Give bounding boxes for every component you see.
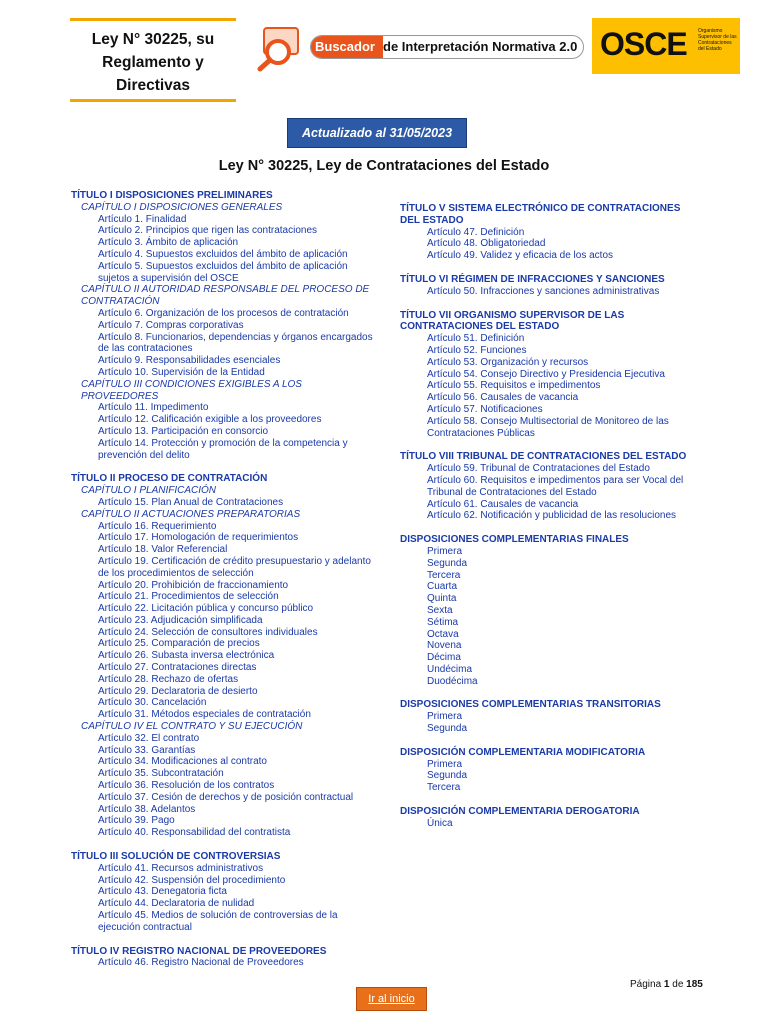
- index-article-link[interactable]: Artículo 47. Definición: [427, 226, 525, 238]
- index-article-link[interactable]: Artículo 53. Organización y recursos: [427, 356, 589, 368]
- index-article-link[interactable]: Artículo 5. Supuestos excluidos del ámbito de aplicación sujetos a supervisión del OSCE: [98, 260, 348, 284]
- title-card-bottom-rule: [70, 99, 236, 102]
- index-article-link[interactable]: Artículo 15. Plan Anual de Contrataciones: [98, 496, 284, 508]
- page-number: 1: [663, 979, 670, 990]
- index-article-link[interactable]: Artículo 11. Impedimento: [98, 402, 209, 414]
- index-article-link[interactable]: Artículo 48. Obligatoriedad: [427, 238, 546, 250]
- index-article-link[interactable]: Artículo 60. Requisitos e impedimentos para ser Vocal del Tribunal de Contrataciones del Estado: [427, 474, 684, 498]
- index-article-link[interactable]: Artículo 30. Cancelación: [98, 697, 207, 709]
- page-total: 185: [686, 979, 703, 990]
- index-section-link[interactable]: TÍTULO II PROCESO DE CONTRATACIÓN: [71, 473, 268, 485]
- index-article-link[interactable]: Undécima: [427, 663, 473, 675]
- index-right-column: [400, 203, 700, 830]
- index-article-link[interactable]: Artículo 56. Causales de vacancia: [427, 392, 579, 404]
- index-article-link[interactable]: Artículo 52. Funciones: [427, 344, 527, 356]
- index-article-link[interactable]: Tercera: [427, 569, 461, 581]
- document-title-card: [70, 18, 236, 102]
- index-chapter-link[interactable]: CAPÍTULO III CONDICIONES EXIGIBLES A LOS PROVEEDORES: [81, 378, 302, 402]
- index-article-link[interactable]: Artículo 42. Suspensión del procedimiento: [98, 874, 286, 886]
- index-article-link[interactable]: Artículo 18. Valor Referencial: [98, 544, 228, 556]
- index-article-link[interactable]: Artículo 16. Requerimiento: [98, 520, 217, 532]
- index-article-link[interactable]: Artículo 55. Requisitos e impedimentos: [427, 380, 601, 392]
- index-section-link[interactable]: TÍTULO IV REGISTRO NACIONAL DE PROVEEDORES: [71, 945, 327, 957]
- index-article-link[interactable]: Artículo 21. Procedimientos de selección: [98, 591, 279, 603]
- index-article-link[interactable]: Artículo 59. Tribunal de Contrataciones del Estado: [427, 463, 650, 475]
- index-article-link[interactable]: Artículo 32. El contrato: [98, 732, 200, 744]
- index-article-link[interactable]: Segunda: [427, 557, 468, 569]
- index-section-link[interactable]: TÍTULO VI RÉGIMEN DE INFRACCIONES Y SANCIONES: [400, 273, 665, 285]
- index-section-link[interactable]: TÍTULO V SISTEMA ELECTRÓNICO DE CONTRATACIONES DEL ESTADO: [400, 203, 681, 226]
- index-section-link[interactable]: TÍTULO VIII TRIBUNAL DE CONTRATACIONES DEL ESTADO: [400, 451, 687, 463]
- index-article-link[interactable]: Artículo 44. Declaratoria de nulidad: [98, 898, 255, 910]
- magnifier-folder-icon: [256, 22, 316, 72]
- index-article-link[interactable]: Artículo 27. Contrataciones directas: [98, 662, 257, 674]
- index-article-link[interactable]: Artículo 43. Denegatoria ficta: [98, 886, 227, 898]
- index-article-link[interactable]: Primera: [427, 758, 463, 770]
- page-title: Ley N° 30225, Ley de Contrataciones del Estado: [218, 158, 550, 174]
- osce-logo-word: OSCE: [600, 26, 687, 62]
- title-card-top-rule: [70, 18, 236, 21]
- index-article-link[interactable]: Artículo 49. Validez y eficacia de los actos: [427, 250, 614, 262]
- banner-pill: [310, 35, 584, 59]
- index-chapter-link[interactable]: CAPÍTULO IV EL CONTRATO Y SU EJECUCIÓN: [81, 721, 303, 733]
- index-article-link[interactable]: Artículo 57. Notificaciones: [427, 403, 543, 415]
- index-article-link[interactable]: Artículo 33. Garantías: [98, 744, 196, 756]
- index-article-link[interactable]: Artículo 7. Compras corporativas: [98, 319, 244, 331]
- index-article-link[interactable]: Duodécima: [427, 675, 478, 687]
- osce-logo-subtitle: Organismo Supervisor de las Contrataciones del Estado: [698, 28, 737, 52]
- index-article-link[interactable]: Artículo 58. Consejo Multisectorial de Monitoreo de las Contrataciones Públicas: [427, 415, 669, 439]
- index-article-link[interactable]: Artículo 17. Homologación de requerimientos: [98, 532, 299, 544]
- index-section-link[interactable]: DISPOSICIÓN COMPLEMENTARIA MODIFICATORIA: [400, 746, 646, 758]
- index-section-link[interactable]: DISPOSICIÓN COMPLEMENTARIA DEROGATORIA: [400, 806, 640, 818]
- search-banner[interactable]: [248, 18, 585, 74]
- index-article-link[interactable]: Quinta: [427, 593, 457, 605]
- index-article-link[interactable]: Artículo 46. Registro Nacional de Proveedores: [98, 957, 304, 969]
- index-article-link[interactable]: Artículo 50. Infracciones y sanciones administrativas: [427, 285, 660, 297]
- index-article-link[interactable]: Artículo 23. Adjudicación simplificada: [98, 614, 263, 626]
- index-section-link[interactable]: DISPOSICIONES COMPLEMENTARIAS TRANSITORIAS: [400, 699, 661, 711]
- index-article-link[interactable]: Artículo 10. Supervisión de la Entidad: [98, 366, 265, 378]
- page-of: de: [672, 979, 684, 990]
- index-chapter-link[interactable]: CAPÍTULO I DISPOSICIONES GENERALES: [81, 201, 283, 213]
- index-article-link[interactable]: Artículo 61. Causales de vacancia: [427, 498, 579, 510]
- index-article-link[interactable]: Artículo 25. Comparación de precios: [98, 638, 260, 650]
- index-article-link[interactable]: Artículo 9. Responsabilidades esenciales: [98, 355, 281, 367]
- index-article-link[interactable]: Novena: [427, 640, 462, 652]
- index-article-link[interactable]: Artículo 22. Licitación pública y concurso público: [98, 603, 314, 615]
- index-article-link[interactable]: Artículo 14. Protección y promoción de la competencia y prevención del delito: [98, 437, 348, 461]
- index-article-link[interactable]: Artículo 26. Subasta inversa electrónica: [98, 650, 275, 662]
- index-article-link[interactable]: Artículo 3. Ámbito de aplicación: [98, 237, 239, 249]
- index-article-link[interactable]: Tercera: [427, 782, 461, 794]
- title-line-1: Ley N° 30225, su: [91, 31, 215, 48]
- title-line-3: Directivas: [115, 77, 191, 94]
- index-article-link[interactable]: Artículo 28. Rechazo de ofertas: [98, 673, 239, 685]
- index-article-link[interactable]: Artículo 4. Supuestos excluidos del ámbito de aplicación: [98, 248, 348, 260]
- index-article-link[interactable]: Artículo 12. Calificación exigible a los proveedores: [98, 414, 322, 426]
- osce-logo: [592, 18, 740, 74]
- index-article-link[interactable]: Artículo 1. Finalidad: [98, 213, 187, 225]
- index-section-link[interactable]: TÍTULO III SOLUCIÓN DE CONTROVERSIAS: [71, 851, 281, 863]
- index-article-link[interactable]: Primera: [427, 545, 463, 557]
- index-section-link[interactable]: TÍTULO VII ORGANISMO SUPERVISOR DE LAS CONTRATACIONES DEL ESTADO: [400, 309, 625, 333]
- document-title-lines: [70, 28, 236, 97]
- index-article-link[interactable]: Artículo 41. Recursos administrativos: [98, 862, 264, 874]
- index-article-link[interactable]: Cuarta: [427, 581, 458, 593]
- banner-label-buscador: Buscador: [311, 36, 383, 58]
- index-article-link[interactable]: Artículo 29. Declaratoria de desierto: [98, 685, 258, 697]
- index-chapter-link[interactable]: CAPÍTULO II AUTORIDAD RESPONSABLE DEL PROCESO DE CONTRATACIÓN: [81, 284, 370, 308]
- index-article-link[interactable]: Artículo 54. Consejo Directivo y Presidencia Ejecutiva: [427, 368, 665, 380]
- index-article-link[interactable]: Sétima: [427, 616, 459, 628]
- index-article-link[interactable]: Artículo 6. Organización de los procesos de contratación: [98, 307, 349, 319]
- index-article-link[interactable]: Artículo 24. Selección de consultores individuales: [98, 626, 318, 638]
- index-left-column: [71, 190, 376, 969]
- index-section-link[interactable]: DISPOSICIONES COMPLEMENTARIAS FINALES: [400, 534, 629, 546]
- index-article-link[interactable]: Única: [427, 817, 453, 829]
- index-article-link[interactable]: Artículo 2. Principios que rigen las contrataciones: [98, 225, 318, 237]
- index-article-link[interactable]: Segunda: [427, 770, 468, 782]
- index-article-link[interactable]: Octava: [427, 628, 459, 640]
- index-article-link[interactable]: Artículo 31. Métodos especiales de contratación: [98, 709, 311, 721]
- index-chapter-link[interactable]: CAPÍTULO II ACTUACIONES PREPARATORIAS: [81, 508, 301, 520]
- banner-label-interpretacion: de Interpretación Normativa 2.0: [383, 39, 578, 54]
- updated-date-badge: Actualizado al 31/05/2023: [287, 118, 467, 148]
- index-chapter-link[interactable]: CAPÍTULO I PLANIFICACIÓN: [81, 485, 217, 497]
- index-article-link[interactable]: Artículo 36. Resolución de los contratos: [98, 780, 275, 792]
- page-counter: [630, 979, 703, 990]
- index-article-link[interactable]: Artículo 38. Adelantos: [98, 803, 196, 815]
- index-article-link[interactable]: Artículo 45. Medios de solución de controversias de la ejecución contractual: [98, 910, 338, 933]
- index-article-link[interactable]: Artículo 39. Pago: [98, 815, 175, 827]
- index-article-link[interactable]: Artículo 34. Modificaciones al contrato: [98, 756, 267, 768]
- index-article-link[interactable]: Artículo 37. Cesión de derechos y de posición contractual: [98, 791, 354, 803]
- index-article-link[interactable]: Sexta: [427, 604, 453, 616]
- page-prefix: Página: [630, 979, 662, 990]
- index-article-link[interactable]: Artículo 40. Responsabilidad del contratista: [98, 827, 291, 839]
- index-article-link[interactable]: Décima: [427, 652, 461, 664]
- go-to-top-button[interactable]: Ir al inicio: [356, 987, 427, 1011]
- index-article-link[interactable]: Artículo 35. Subcontratación: [98, 768, 224, 780]
- title-line-2: Reglamento y: [102, 54, 204, 71]
- index-article-link[interactable]: Artículo 8. Funcionarios, dependencias y órganos encargados de las contrataciones: [98, 331, 373, 355]
- index-article-link[interactable]: Artículo 20. Prohibición de fraccionamiento: [98, 579, 289, 591]
- index-article-link[interactable]: Artículo 51. Definición: [427, 333, 525, 345]
- index-section-link[interactable]: TÍTULO I DISPOSICIONES PRELIMINARES: [71, 190, 273, 201]
- index-article-link[interactable]: Artículo 13. Participación en consorcio: [98, 425, 269, 437]
- index-article-link[interactable]: Primera: [427, 711, 463, 723]
- index-article-link[interactable]: Artículo 19. Certificación de crédito presupuestario y adelanto de los procedimientos de selección: [98, 555, 371, 579]
- index-article-link[interactable]: Artículo 62. Notificación y publicidad de las resoluciones: [427, 510, 677, 522]
- index-article-link[interactable]: Segunda: [427, 723, 468, 735]
